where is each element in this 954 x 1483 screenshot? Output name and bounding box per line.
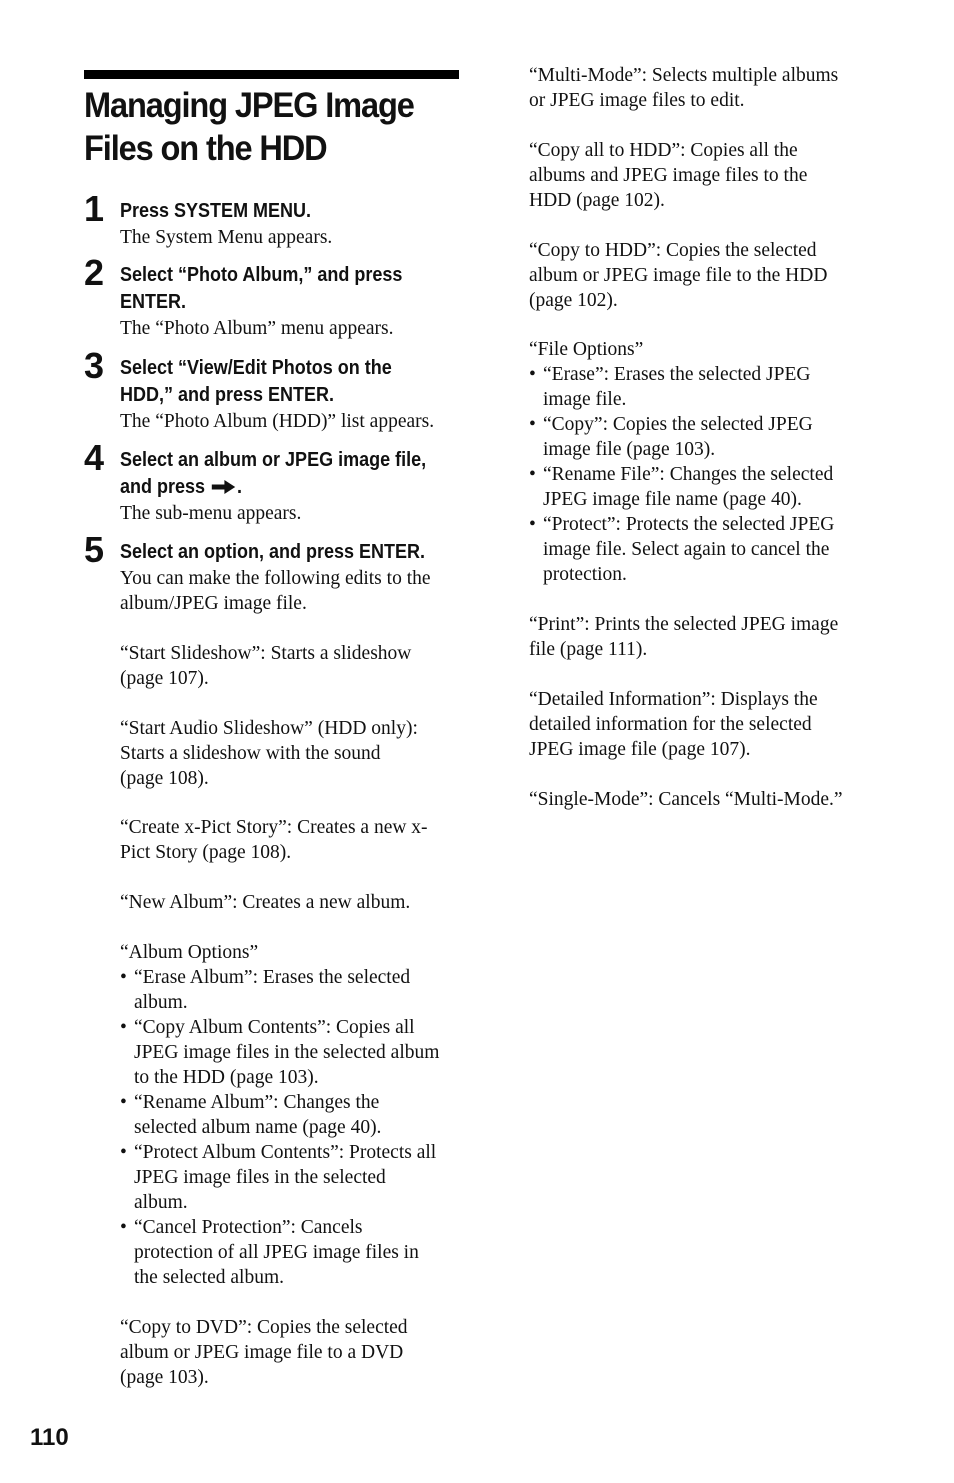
list-item [529, 462, 874, 512]
text-line: detailed information for the selected [529, 713, 812, 735]
step-heading-line: Select “View/Edit Photos on the [120, 357, 392, 379]
file-options-list [529, 362, 874, 587]
text-line: album or JPEG image file to the HDD [529, 264, 828, 286]
step-heading-line: Select “Photo Album,” and press [120, 264, 403, 286]
right-column [529, 63, 874, 837]
text-line: “Copy”: Copies the selected JPEG [543, 414, 813, 436]
list-item [120, 965, 464, 1015]
step-heading [120, 447, 462, 501]
detailed-information-paragraph [529, 687, 874, 762]
step-text: The “Photo Album” menu appears. [120, 318, 394, 339]
text-line: image file (page 103). [543, 439, 716, 461]
text-line: JPEG image files in the selected album [134, 1041, 440, 1063]
text-line: JPEG image file name (page 40). [543, 489, 802, 511]
step-number: 2 [84, 252, 105, 293]
text-line: Pict Story (page 108). [120, 842, 292, 864]
title-line-2: Files on the HDD [84, 129, 327, 168]
text-line: “Start Audio Slideshow” (HDD only): [120, 717, 418, 739]
step-number: 5 [84, 529, 105, 570]
list-item [120, 1140, 464, 1215]
text-line: “Protect”: Protects the selected JPEG [543, 514, 835, 536]
step-5-body [120, 566, 464, 1390]
step-2 [84, 252, 464, 341]
step-text: The “Photo Album (HDD)” list appears. [120, 411, 435, 432]
step-text: The sub-menu appears. [120, 503, 302, 524]
right-arrow-icon [210, 479, 237, 495]
page-number: 110 [30, 1424, 69, 1451]
copy-to-dvd-paragraph [120, 1315, 464, 1390]
step-heading [120, 198, 462, 225]
text-line: “Cancel Protection”: Cancels [134, 1216, 363, 1238]
step-3 [84, 345, 464, 434]
list-item [529, 512, 874, 587]
step-number: 4 [84, 437, 105, 478]
step-heading-line: and press [120, 476, 206, 498]
text-line: “Create x-Pict Story”: Creates a new x- [120, 817, 428, 839]
text-line: album/JPEG image file. [120, 593, 307, 614]
text-line: protection. [543, 564, 627, 586]
text-line: “Multi-Mode”: Selects multiple albums [529, 65, 839, 86]
text-line: JPEG image files in the selected [134, 1166, 386, 1188]
text-line: HDD (page 102). [529, 189, 665, 211]
text-line: file (page 111). [529, 639, 648, 661]
text-line: “Start Slideshow”: Starts a slideshow [120, 642, 412, 664]
list-item [120, 1015, 464, 1090]
file-options-label: “File Options” [529, 339, 644, 361]
create-xpict-paragraph [120, 815, 464, 865]
start-slideshow-paragraph [120, 641, 464, 691]
step-4 [84, 437, 464, 526]
text-line: Starts a slideshow with the sound [120, 742, 381, 764]
text-line: album. [134, 991, 188, 1013]
print-paragraph [529, 612, 874, 662]
start-audio-slideshow-paragraph [120, 716, 464, 791]
text-line: You can make the following edits to the [120, 568, 431, 589]
list-item [529, 412, 874, 462]
list-item [120, 1090, 464, 1140]
text-line: “Erase Album”: Erases the selected [134, 966, 411, 988]
album-options-label: “Album Options” [120, 941, 259, 963]
step-heading-text: Select an option, and press ENTER. [120, 541, 426, 563]
step-heading [120, 262, 462, 316]
text-line: “Protect Album Contents”: Protects all [134, 1141, 437, 1163]
text-line: album or JPEG image file to a DVD [120, 1341, 404, 1363]
text-line: image file. Select again to cancel the [543, 539, 830, 561]
multi-mode-paragraph [529, 63, 874, 113]
list-item [529, 362, 874, 412]
step-5 [84, 529, 464, 1415]
text-line: selected album name (page 40). [134, 1116, 382, 1138]
text-line: “Rename Album”: Changes the [134, 1091, 380, 1113]
step-heading [120, 539, 462, 566]
step-heading-line: HDD,” and press ENTER. [120, 384, 335, 406]
step-heading [120, 355, 462, 409]
text-line: (page 108). [120, 767, 209, 789]
intro-paragraph [120, 566, 464, 616]
page-title [84, 84, 437, 170]
text-line: (page 103). [120, 1366, 209, 1388]
album-options-list [120, 965, 464, 1290]
list-item [120, 1215, 464, 1290]
text-line: JPEG image file (page 107). [529, 738, 751, 760]
single-mode-paragraph: “Single-Mode”: Cancels “Multi-Mode.” [529, 788, 843, 810]
text-line: “Detailed Information”: Displays the [529, 688, 818, 710]
step-text: The System Menu appears. [120, 227, 333, 248]
title-rule [84, 70, 459, 79]
step-heading-line: ENTER. [120, 291, 187, 313]
text-line: “Print”: Prints the selected JPEG image [529, 614, 839, 636]
text-line: “Copy to DVD”: Copies the selected [120, 1316, 408, 1338]
step-number: 3 [84, 345, 105, 386]
step-heading-end: . [237, 476, 243, 498]
text-line: “Copy to HDD”: Copies the selected [529, 239, 817, 261]
text-line: “Erase”: Erases the selected JPEG [543, 364, 811, 386]
text-line: protection of all JPEG image files in [134, 1241, 419, 1263]
step-1 [84, 188, 464, 250]
title-line-1: Managing JPEG Image [84, 86, 414, 125]
text-line: (page 102). [529, 289, 618, 311]
copy-all-paragraph [529, 138, 874, 213]
text-line: “Copy all to HDD”: Copies all the [529, 139, 798, 161]
text-line: (page 107). [120, 667, 209, 689]
step-heading-line: Select an album or JPEG image file, [120, 449, 427, 471]
step-heading-text: Press SYSTEM MENU. [120, 200, 312, 222]
new-album-paragraph: “New Album”: Creates a new album. [120, 892, 411, 914]
text-line: image file. [543, 389, 627, 411]
text-line: “Rename File”: Changes the selected [543, 464, 834, 486]
text-line: the selected album. [134, 1266, 284, 1288]
step-number: 1 [84, 188, 105, 229]
text-line: albums and JPEG image files to the [529, 164, 808, 186]
text-line: album. [134, 1191, 188, 1213]
text-line: or JPEG image files to edit. [529, 90, 745, 111]
copy-to-hdd-paragraph [529, 238, 874, 313]
text-line: “Copy Album Contents”: Copies all [134, 1016, 415, 1038]
text-line: to the HDD (page 103). [134, 1066, 319, 1088]
